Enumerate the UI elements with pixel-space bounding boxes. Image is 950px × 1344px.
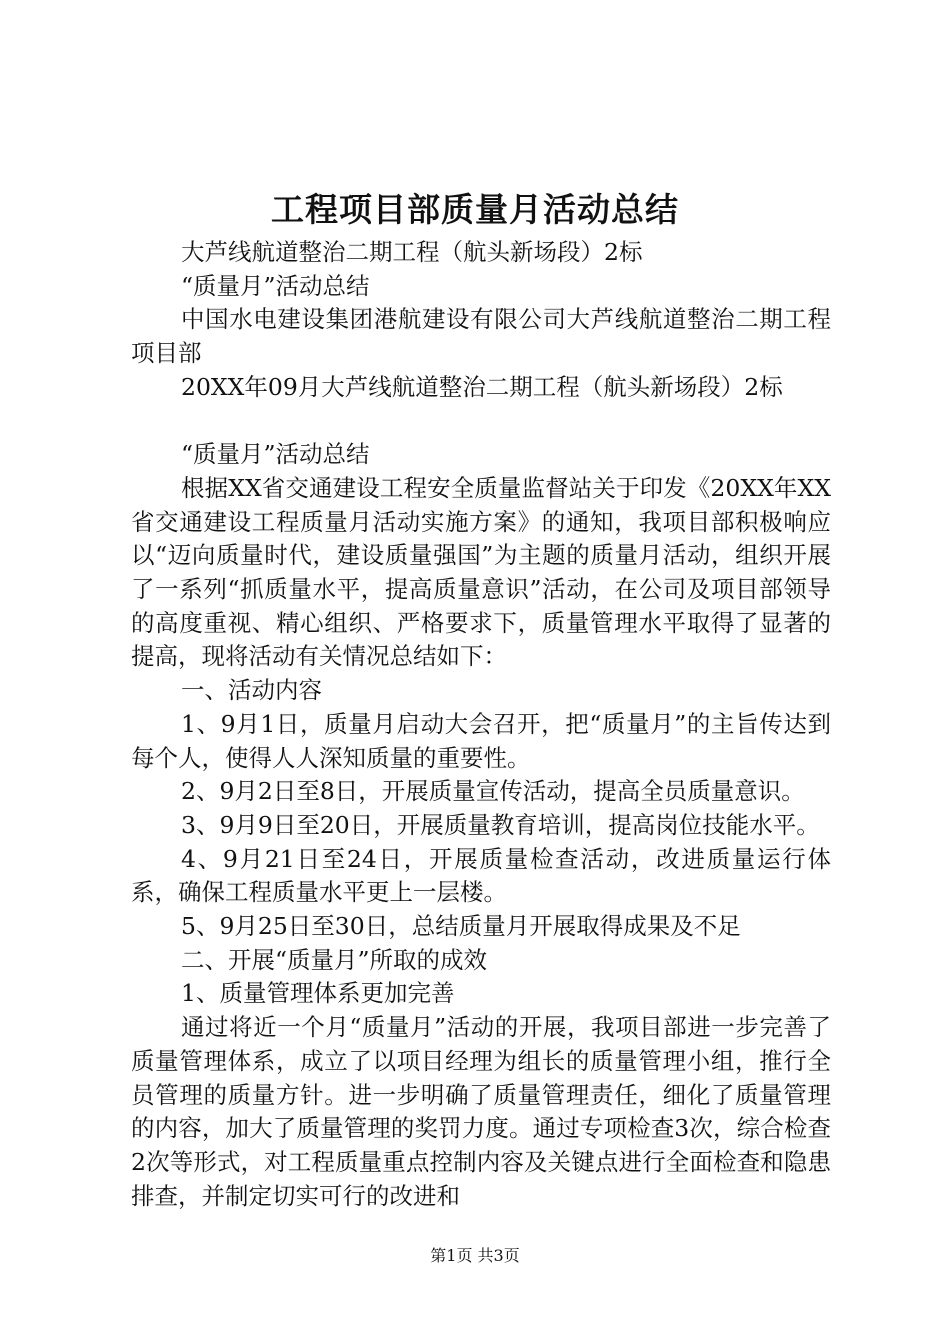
list-item-activity-2: 2、9月2日至8日，开展质量宣传活动，提高全员质量意识。 xyxy=(181,777,805,806)
section-heading-activities: 一、活动内容 xyxy=(181,676,322,705)
paragraph-project-name: 大芦线航道整治二期工程（航头新场段）2标 xyxy=(181,238,643,266)
page-indicator: 第1页 共3页 xyxy=(430,1246,520,1265)
paragraph-intro: 根据XX省交通建设工程安全质量监督站关于印发《20XX年XX省交通建设工程质量月活动实施方案》的通知，我项目部积极响应以“迈向质量时代，建设质量强国”为主题的质量月活动，组织开展了一系列“抓质量水平，提高质量意识”活动，在公司及项目部领导的高度重视、精心组织、严格要求下，质量管理水平取得了显著的提高，现将活动有关情况总结如下： xyxy=(131,473,831,671)
paragraph-subtitle: “质量月”活动总结 xyxy=(181,271,370,300)
document-body xyxy=(131,236,831,1213)
list-item-activity-5: 5、9月25日至30日，总结质量月开展取得成果及不足 xyxy=(181,912,741,941)
document-title: 工程项目部质量月活动总结 xyxy=(271,190,679,229)
paragraph-company: 中国水电建设集团港航建设有限公司大芦线航道整治二期工程项目部 xyxy=(131,305,831,368)
section-heading-results: 二、开展“质量月”所取的成效 xyxy=(181,945,488,974)
list-item-activity-1: 1、9月1日，质量月启动大会召开，把“质量月”的主旨传达到每个人，使得人人深知质量的重要性。 xyxy=(131,709,831,772)
paragraph-quality-system: 通过将近一个月“质量月”活动的开展，我项目部进一步完善了质量管理体系，成立了以项目经理为组长的质量管理小组，推行全员管理的质量方针。进一步明确了质量管理责任，细化了质量管理的内容，加大了质量管理的奖罚力度。通过专项检查3次，综合检查2次等形式，对工程质量重点控制内容及关键点进行全面检查和隐患排查，并制定切实可行的改进和 xyxy=(131,1013,831,1210)
list-item-activity-3: 3、9月9日至20日，开展质量教育培训，提高岗位技能水平。 xyxy=(181,810,820,839)
subheading-quality-system: 1、质量管理体系更加完善 xyxy=(181,979,455,1008)
list-item-activity-4: 4、9月21日至24日，开展质量检查活动，改进质量运行体系，确保工程质量水平更上一层楼。 xyxy=(131,844,831,907)
paragraph-date-line: 20XX年09月大芦线航道整治二期工程（航头新场段）2标 xyxy=(181,372,783,401)
paragraph-subtitle-repeat: “质量月”活动总结 xyxy=(181,440,370,469)
